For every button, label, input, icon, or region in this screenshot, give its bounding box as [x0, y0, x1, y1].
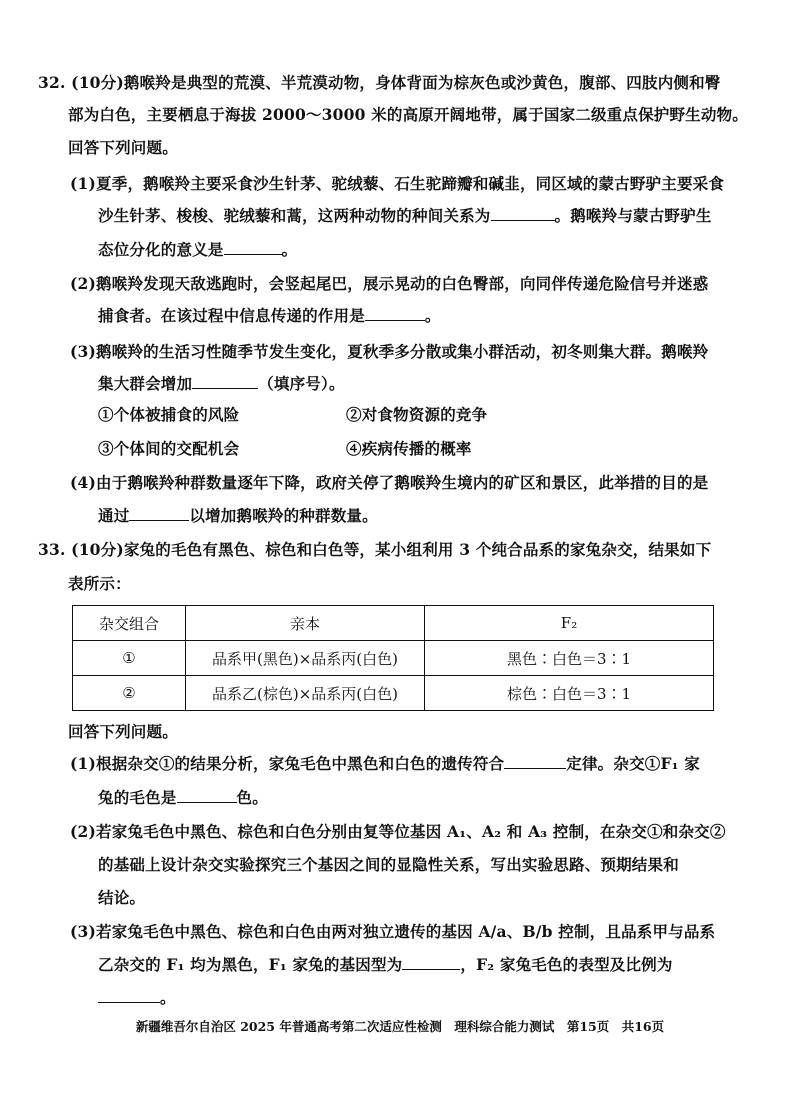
q33-part1-text-d: 色。	[236, 788, 268, 807]
q33-part3-text-b: ，F₂ 家兔毛色的表型及比例为	[460, 955, 673, 974]
q33-line-2: 表所示：	[68, 574, 131, 593]
q32-part1-line-2	[98, 206, 712, 226]
answer-blank[interactable]	[224, 240, 282, 255]
table-header-cell: F₂	[425, 606, 714, 641]
cross-results-table	[72, 605, 714, 711]
table-cell: 品系甲(黑色)×品系丙(白色)	[186, 641, 425, 676]
answer-blank[interactable]	[98, 988, 160, 1003]
q33-part3-text-a: 乙杂交的 F₁ 均为黑色，F₁ 家兔的基因型为	[98, 955, 403, 974]
table-cell: 棕色∶白色＝3∶1	[425, 676, 714, 711]
q32-part2-line-1: (2)鹅喉羚发现天敌逃跑时，会竖起尾巴，展示晃动的白色臀部，向同伴传递危险信号并迷惑	[70, 274, 709, 293]
table-header-cell: 亲本	[186, 606, 425, 641]
q33-line-3: 回答下列问题。	[68, 722, 178, 741]
q32-line-3: 回答下列问题。	[68, 138, 178, 157]
q33-part1-line-1	[70, 754, 700, 774]
q32-part1-text-b: 。鹅喉羚与蒙古野驴生	[554, 206, 712, 225]
q32-line-1: 32. (10分)鹅喉羚是典型的荒漠、半荒漠动物，身体背面为棕灰色或沙黄色，腹部、四肢内侧和臀	[38, 73, 721, 92]
q33-part1-line-2	[98, 788, 268, 808]
q33-part3-line-3	[98, 988, 176, 1008]
q32-line-2: 部为白色，主要栖息于海拔 2000～3000 米的高原开阔地带，属于国家二级重点保护野生动物。	[68, 105, 748, 124]
table-cell: 黑色∶白色＝3∶1	[425, 641, 714, 676]
q32-part3-text-a: 集大群会增加	[98, 374, 193, 393]
q33-line-1: 33. (10分)家兔的毛色有黑色、棕色和白色等，某小组利用 3 个纯合品系的家兔杂交，结果如下	[38, 540, 712, 559]
q33-part2-line-2: 的基础上设计杂交实验探究三个基因之间的显隐性关系，写出实验思路、预期结果和	[98, 855, 679, 874]
q32-part3-line-2	[98, 374, 345, 394]
q32-part1-text-d: 。	[281, 240, 298, 259]
answer-blank[interactable]	[365, 306, 425, 321]
answer-blank[interactable]	[504, 754, 566, 769]
q33-part2-line-3: 结论。	[98, 888, 146, 907]
q32-part1-line-3	[98, 240, 297, 260]
q33-part3-line-2	[98, 955, 673, 975]
table-row	[73, 641, 714, 676]
q32-part1-text-c: 态位分化的意义是	[98, 240, 224, 259]
q33-part1-text-b: 定律。杂交①F₁ 家	[566, 754, 700, 773]
q32-part4-text-b: 以增加鹅喉羚的种群数量。	[189, 506, 378, 525]
table-cell: ②	[73, 676, 186, 711]
q32-part2-text-a: 捕食者。在该过程中信息传递的作用是	[98, 306, 365, 325]
q33-part3-line-1: (3)若家兔毛色中黑色、棕色和白色由两对独立遗传的基因 A/a、B/b 控制，且品系甲与品系	[70, 922, 716, 941]
q33-part2-line-1: (2)若家兔毛色中黑色、棕色和白色分别由复等位基因 A₁、A₂ 和 A₃ 控制，在杂交①和杂交②	[70, 822, 726, 841]
q32-option-1: ①个体被捕食的风险	[98, 405, 240, 424]
q32-part2-line-2	[98, 306, 441, 326]
q32-part2-text-b: 。	[424, 306, 441, 325]
q32-part3-line-1: (3)鹅喉羚的生活习性随季节发生变化，夏秋季多分散或集小群活动，初冬则集大群。鹅喉羚	[70, 342, 709, 361]
q32-option-4: ④疾病传播的概率	[346, 439, 472, 458]
answer-blank[interactable]	[192, 374, 258, 389]
q32-part4-line-2	[98, 506, 378, 526]
q33-part1-text-a: (1)根据杂交①的结果分析，家兔毛色中黑色和白色的遗传符合	[70, 754, 505, 773]
q32-part4-line-1: (4)由于鹅喉羚种群数量逐年下降，政府关停了鹅喉羚生境内的矿区和景区，此举措的目的是	[70, 473, 709, 492]
q32-part1-line-1: (1)夏季，鹅喉羚主要采食沙生针茅、驼绒藜、石生驼蹄瓣和碱韭，同区域的蒙古野驴主要采食	[70, 174, 725, 193]
q33-part1-text-c: 兔的毛色是	[98, 788, 177, 807]
table-header-cell: 杂交组合	[73, 606, 186, 641]
q32-part3-text-b: （填序号）。	[258, 374, 345, 393]
page-footer: 新疆维吾尔自治区 2025 年普通高考第二次适应性检测 理科综合能力测试 第15页 共16页	[135, 1019, 665, 1034]
table-row	[73, 676, 714, 711]
q32-part1-text-a: 沙生针茅、梭梭、驼绒藜和蒿，这两种动物的种间关系为	[98, 206, 491, 225]
answer-blank[interactable]	[402, 955, 460, 970]
table-cell: 品系乙(棕色)×品系丙(白色)	[186, 676, 425, 711]
q32-option-3: ③个体间的交配机会	[98, 439, 240, 458]
answer-blank[interactable]	[129, 506, 189, 521]
table-cell: ①	[73, 641, 186, 676]
table-header-row	[73, 606, 714, 641]
q32-part4-text-a: 通过	[98, 506, 130, 525]
q32-option-2: ②对食物资源的竞争	[346, 405, 488, 424]
answer-blank[interactable]	[491, 206, 555, 221]
q33-part3-text-c: 。	[160, 988, 176, 1007]
answer-blank[interactable]	[177, 788, 237, 803]
